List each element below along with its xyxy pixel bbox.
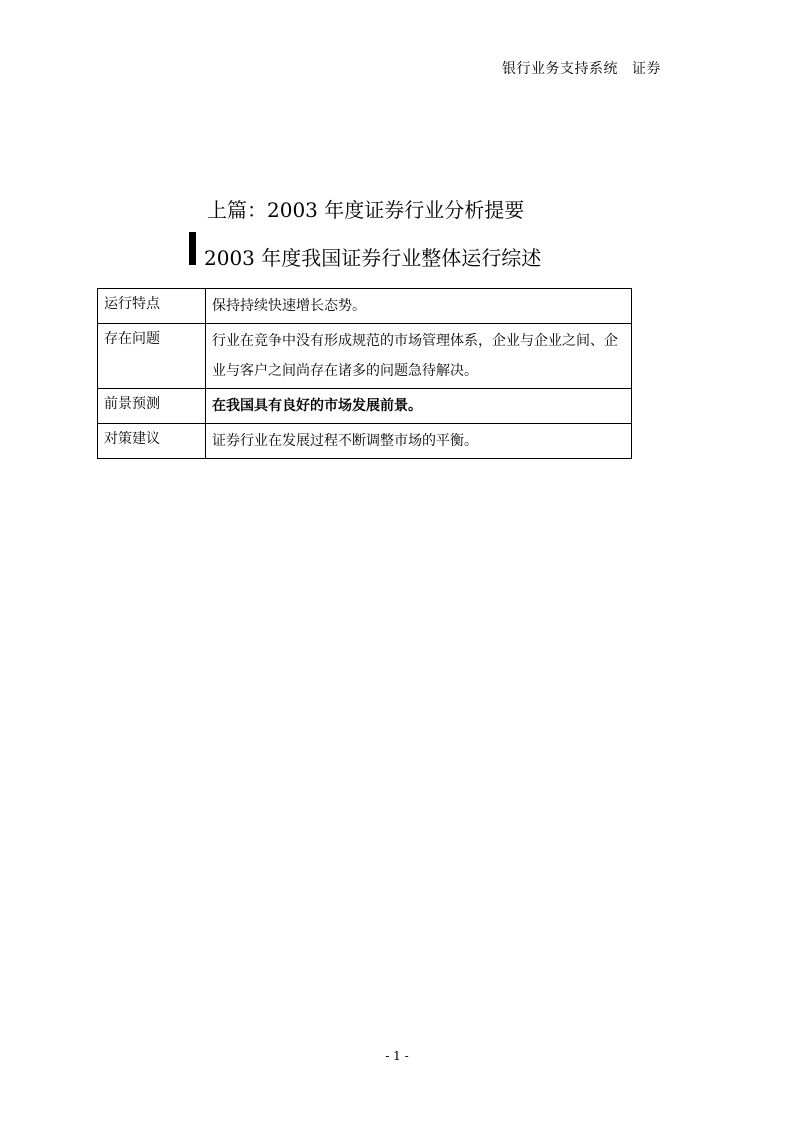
table-row	[98, 424, 632, 459]
main-title: 上篇：2003 年度证券行业分析提要	[207, 198, 525, 222]
section-title: 2003 年度我国证券行业整体运行综述	[204, 246, 542, 270]
page-number: - 1 -	[385, 1049, 409, 1063]
row-label: 存在问题	[98, 324, 206, 389]
table-row	[98, 389, 632, 424]
row-label: 前景预测	[98, 389, 206, 424]
header-system-name: 银行业务支持系统	[502, 61, 618, 77]
summary-table	[97, 288, 632, 459]
row-label: 运行特点	[98, 289, 206, 324]
section-marker-bar	[189, 232, 196, 265]
row-value: 证券行业在发展过程不断调整市场的平衡。	[206, 424, 632, 459]
row-value: 行业在竞争中没有形成规范的市场管理体系，企业与企业之间、企业与客户之间尚存在诸多的问题急待解决。	[206, 324, 632, 389]
row-label: 对策建议	[98, 424, 206, 459]
table-row	[98, 324, 632, 389]
table-row	[98, 289, 632, 324]
header-category: 证券	[632, 61, 661, 77]
row-value: 保持持续快速增长态势。	[206, 289, 632, 324]
row-value: 在我国具有良好的市场发展前景。	[206, 389, 632, 424]
page-header	[502, 58, 661, 78]
